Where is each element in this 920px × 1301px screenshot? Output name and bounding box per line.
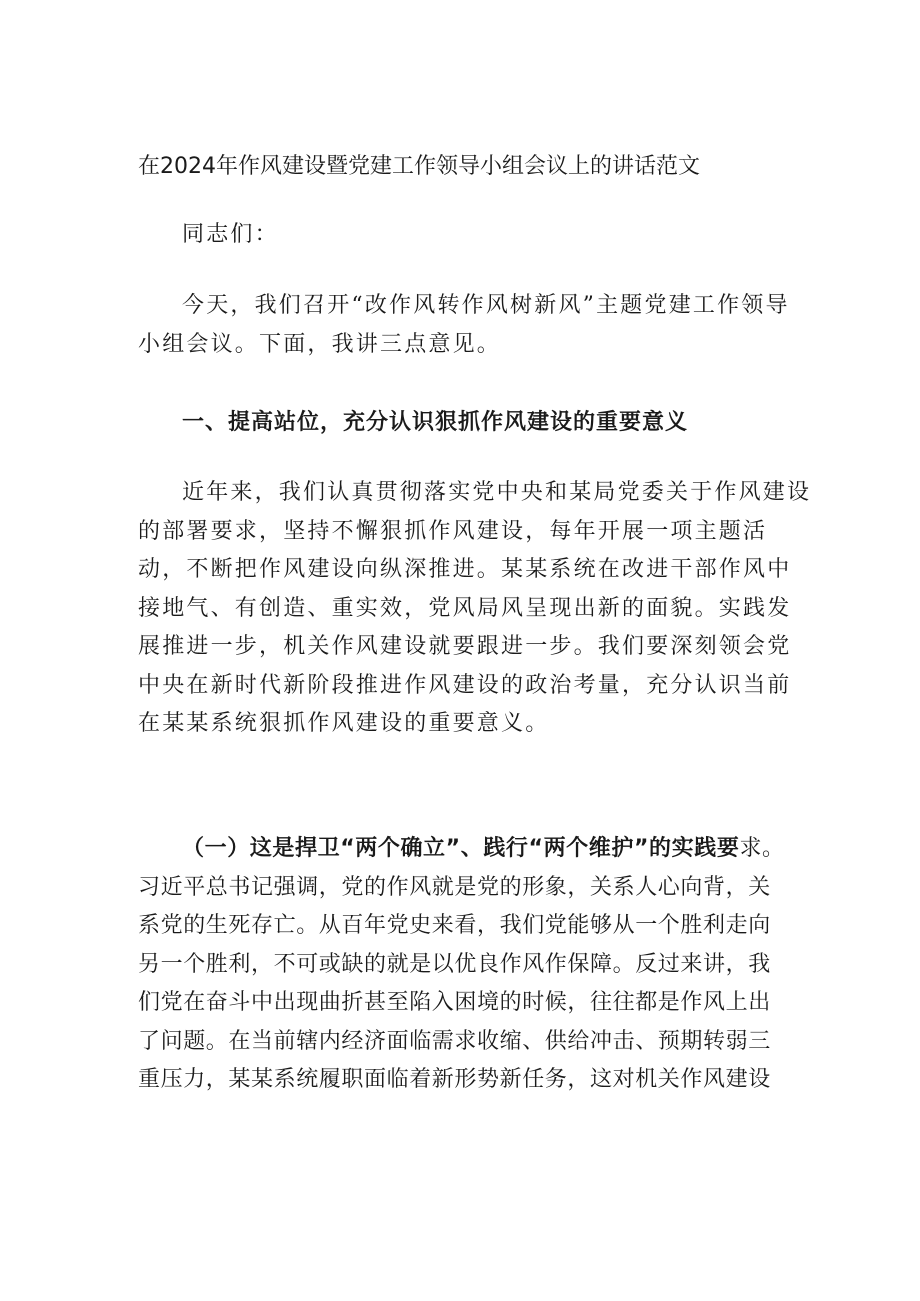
- section-heading-text: 一、提高站位，充分认识狠抓作风建设的重要意义: [182, 410, 689, 435]
- greeting: [138, 216, 784, 255]
- paragraph-line: 了问题。在当前辖内经济面临需求收缩、供给冲击、预期转弱三: [138, 1028, 771, 1054]
- paragraph-line: 们党在奋斗中出现曲折甚至陷入困境的时候，往往都是作风上出: [138, 990, 771, 1015]
- section-paragraph: [138, 474, 812, 744]
- paragraph-line: 另一个胜利，不可或缺的就是以优良作风作保障。反过来讲，我: [138, 951, 771, 977]
- subsection-lead-tail: 求。: [739, 836, 785, 861]
- paragraph-line: 小组会议。下面，我讲三点意见。: [138, 331, 502, 357]
- paragraph-line: 习近平总书记强调，党的作风就是党的形象，关系人心向背，关: [138, 874, 771, 900]
- paragraph-line: 展推进一步，机关作风建设就要跟进一步。我们要深刻领会党: [138, 634, 792, 659]
- subsection-lead-line: [138, 830, 784, 869]
- paragraph-line: 动，不断把作风建设向纵深推进。某某系统在改进干部作风中: [138, 557, 792, 582]
- paragraph-line: 中央在新时代新阶段推进作风建设的政治考量，充分认识当前: [138, 672, 792, 698]
- paragraph-line: 系党的生死存亡。从百年党史来看，我们党能够从一个胜利走向: [138, 913, 771, 938]
- subsection-lead: （一）这是捍卫“两个确立”、践行“两个维护”的实践要: [182, 836, 740, 861]
- paragraph-line: 接地气、有创造、重实效，党风局风呈现出新的面貌。实践发: [138, 595, 792, 621]
- paragraph-line: 近年来，我们认真贯彻落实党中央和某局党委关于作风建设: [182, 480, 812, 505]
- opening-paragraph: [138, 287, 790, 364]
- paragraph-line: 在某某系统狠抓作风建设的重要意义。: [138, 711, 550, 736]
- section-heading: [138, 404, 784, 443]
- paragraph-line: 重压力，某某系统履职面临着新形势新任务，这对机关作风建设: [138, 1067, 771, 1092]
- greeting-text: 同志们：: [182, 222, 279, 247]
- document-title: 在2024年作风建设暨党建工作领导小组会议上的讲话范文: [138, 154, 700, 179]
- paragraph-line: 今天，我们召开“改作风转作风树新风”主题党建工作领导: [182, 293, 790, 318]
- paragraph-line: 的部署要求，坚持不懈狠抓作风建设，每年开展一项主题活: [138, 518, 768, 544]
- subsection-paragraph: [138, 830, 784, 1100]
